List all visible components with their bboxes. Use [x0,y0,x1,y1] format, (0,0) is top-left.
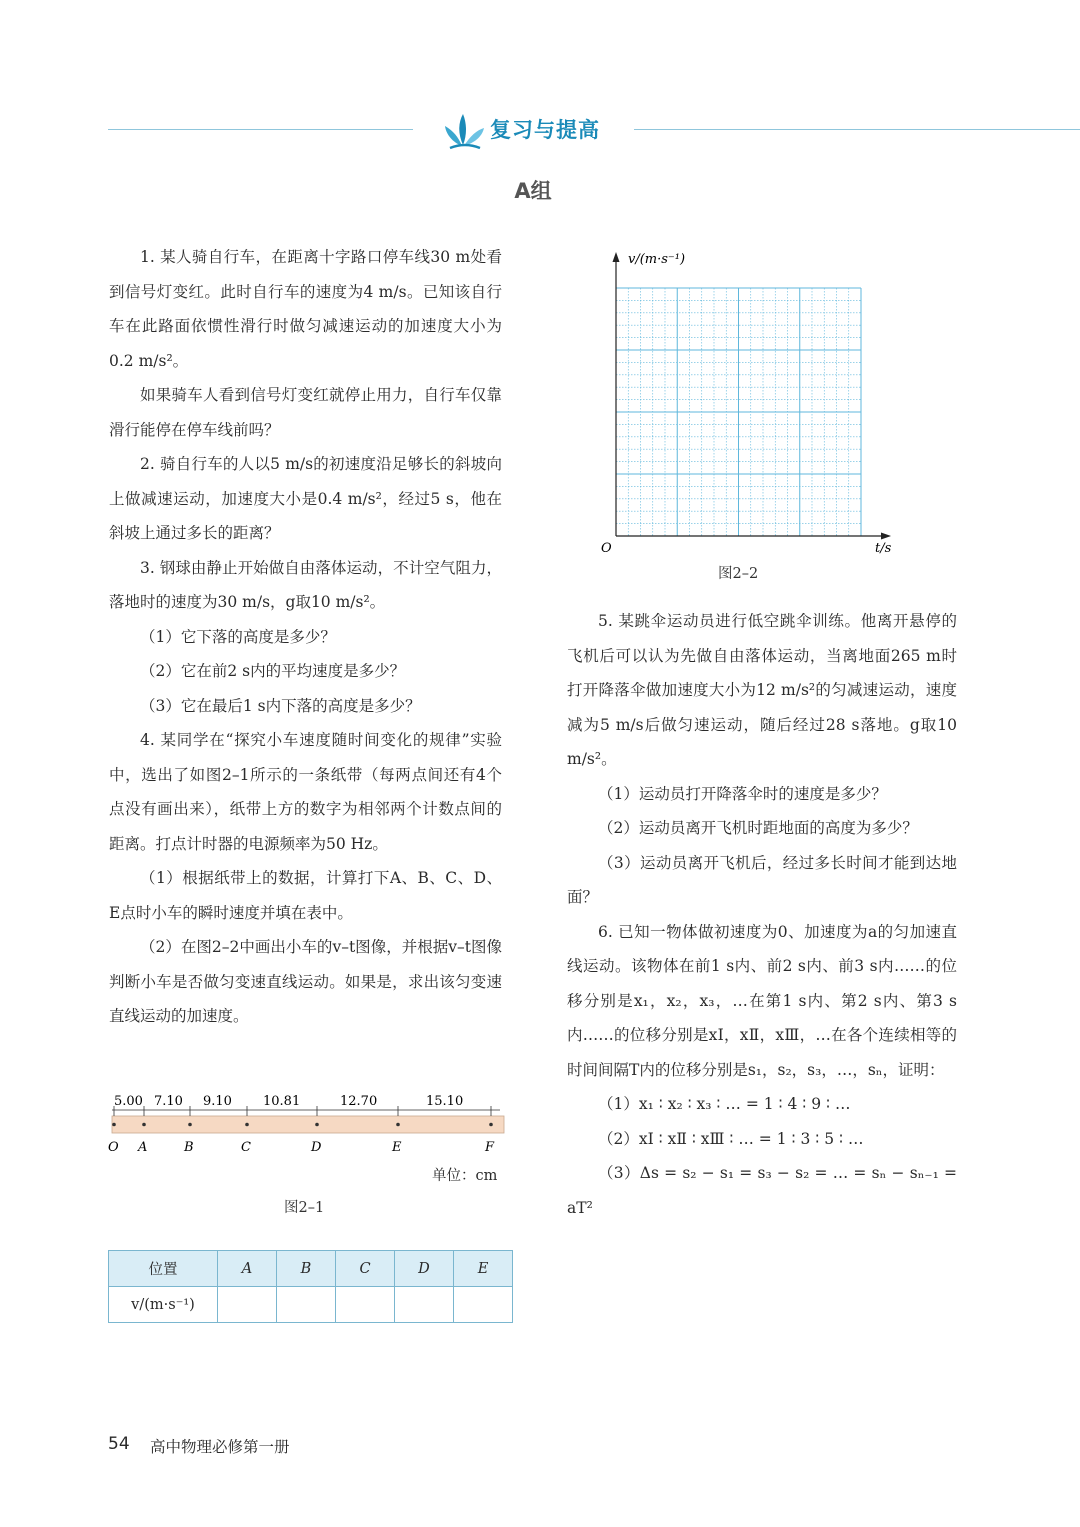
page-number: 54 [108,1434,130,1454]
tape-point-label: B [184,1140,194,1155]
tape-point-label: D [311,1140,322,1155]
book-title: 高中物理必修第一册 [150,1438,290,1456]
tape-point-label: A [138,1140,148,1155]
table-row-label: v/(m·s⁻¹) [109,1287,218,1323]
y-axis-arrow-icon [613,252,620,262]
tape-distance: 7.10 [154,1094,183,1109]
group-title: A组 [514,179,552,203]
left-column [109,240,502,1034]
header-rule-right [634,129,1080,130]
unit-label: 单位：cm [432,1168,498,1184]
tape-distance: 10.81 [263,1094,301,1109]
paragraph: （2）在图2–2中画出小车的v–t图像，并根据v–t图像判断小车是否做匀变速直线运动。如果是，求出该匀变速直线运动的加速度。 [109,938,502,1025]
sub-question: （3）它在最后1 s内下落的高度是多少？ [140,696,421,715]
tape-dot [396,1123,400,1127]
table-cell [454,1287,513,1323]
figure-caption: 图2–2 [718,566,759,582]
velocity-table [108,1250,513,1323]
tape-dot [142,1123,146,1127]
table-header-cell: D [395,1251,454,1287]
table-cell [218,1287,277,1323]
paragraph: 5. 某跳伞运动员进行低空跳伞训练。他离开悬停的飞机后可以认为先做自由落体运动，当离地面265 m时打开降落伞做加速度大小为12 m/s²的匀减速运动，速度减为5 m/s后做匀速运动，随后经过28 s落地。g取10 m/s²。 [567,612,957,768]
header-rule-left [108,129,413,130]
proof-item: （3）Δs = s₂ − s₁ = s₃ − s₂ = … = sₙ − sₙ₋₁ = aT² [567,1164,957,1217]
tape-dot [188,1123,192,1127]
table-cell [336,1287,395,1323]
sub-question: （3）运动员离开飞机后，经过多长时间才能到达地面？ [567,853,957,906]
origin-label: O [601,541,612,556]
paper-tape-figure [108,1088,508,1163]
sub-question: （2）运动员离开飞机时距地面的高度为多少？ [598,819,918,837]
tape-dot [489,1123,493,1127]
proof-item: （1）x₁ ∶ x₂ ∶ x₃ ∶ … = 1 ∶ 4 ∶ 9 ∶ … [598,1095,851,1113]
tape-dot [112,1123,116,1127]
table-header-cell: 位置 [109,1251,218,1287]
tape-point-label: O [108,1140,119,1155]
table-header-cell: B [277,1251,336,1287]
tape-dot [245,1123,249,1127]
proof-item: （2）xⅠ ∶ xⅡ ∶ xⅢ ∶ … = 1 ∶ 3 ∶ 5 ∶ … [598,1129,864,1148]
paragraph: 2. 骑自行车的人以5 m/s的初速度沿足够长的斜坡向上做减速运动，加速度大小是0.4 m/s²，经过5 s，他在斜坡上通过多长的距离？ [109,455,502,542]
leaf-logo-icon [442,108,486,150]
table-header-cell: C [336,1251,395,1287]
tape-strip [112,1116,504,1133]
vt-graph-figure [596,244,916,560]
sub-question: （1）运动员打开降落伞时的速度是多少？ [598,784,887,803]
y-axis-label: v/(m·s⁻¹) [628,252,686,267]
figure-caption: 图2–1 [284,1200,325,1216]
tape-dot [315,1123,319,1127]
x-axis-label: t/s [875,541,892,556]
table-header-cell: E [454,1251,513,1287]
table-header-cell: A [218,1251,277,1287]
paragraph: （1）根据纸带上的数据，计算打下A、B、C、D、E点时小车的瞬时速度并填在表中。 [109,869,502,922]
tape-distance: 5.00 [114,1094,143,1109]
paragraph: 如果骑车人看到信号灯变红就停止用力，自行车仅靠滑行能停在停车线前吗？ [109,386,502,439]
table-row [109,1251,513,1287]
paragraph: 3. 钢球由静止开始做自由落体运动，不计空气阻力，落地时的速度为30 m/s，g取10 m/s²。 [109,558,502,611]
tape-distance: 12.70 [340,1094,378,1109]
table-row [109,1287,513,1323]
paragraph: 1. 某人骑自行车，在距离十字路口停车线30 m处看到信号灯变红。此时自行车的速度为4 m/s。已知该自行车在此路面依惯性滑行时做匀减速运动的加速度大小为0.2 m/s²。 [109,248,502,370]
paragraph: 4. 某同学在“探究小车速度随时间变化的规律”实验中，选出了如图2–1所示的一条纸带（每两点间还有4个点没有画出来），纸带上方的数字为相邻两个计数点间的距离。打点计时器的电源频率为50 Hz。 [109,731,502,853]
tape-point-label: F [485,1140,495,1155]
x-axis-arrow-icon [881,533,891,540]
sub-question: （2）它在前2 s内的平均速度是多少？ [140,662,406,680]
tape-point-label: E [392,1140,402,1155]
tape-distance: 15.10 [426,1094,464,1109]
sub-question: （1）它下落的高度是多少？ [140,627,336,646]
tape-distance: 9.10 [203,1094,232,1109]
tape-point-label: C [241,1140,251,1155]
right-column [567,604,957,1225]
paragraph: 6. 已知一物体做初速度为0、加速度为a的匀加速直线运动。该物体在前1 s内、前2 s内、前3 s内……的位移分别是x₁，x₂，x₃，…在第1 s内、第2 s内、第3 s内……的位移分别是xⅠ，xⅡ，xⅢ，…在各个连续相等的时间间隔T内的位移分别是s₁，s₂，s₃，…，sₙ，证明： [567,922,957,1079]
table-cell [277,1287,336,1323]
table-cell [395,1287,454,1323]
section-title: 复习与提高 [490,118,600,142]
